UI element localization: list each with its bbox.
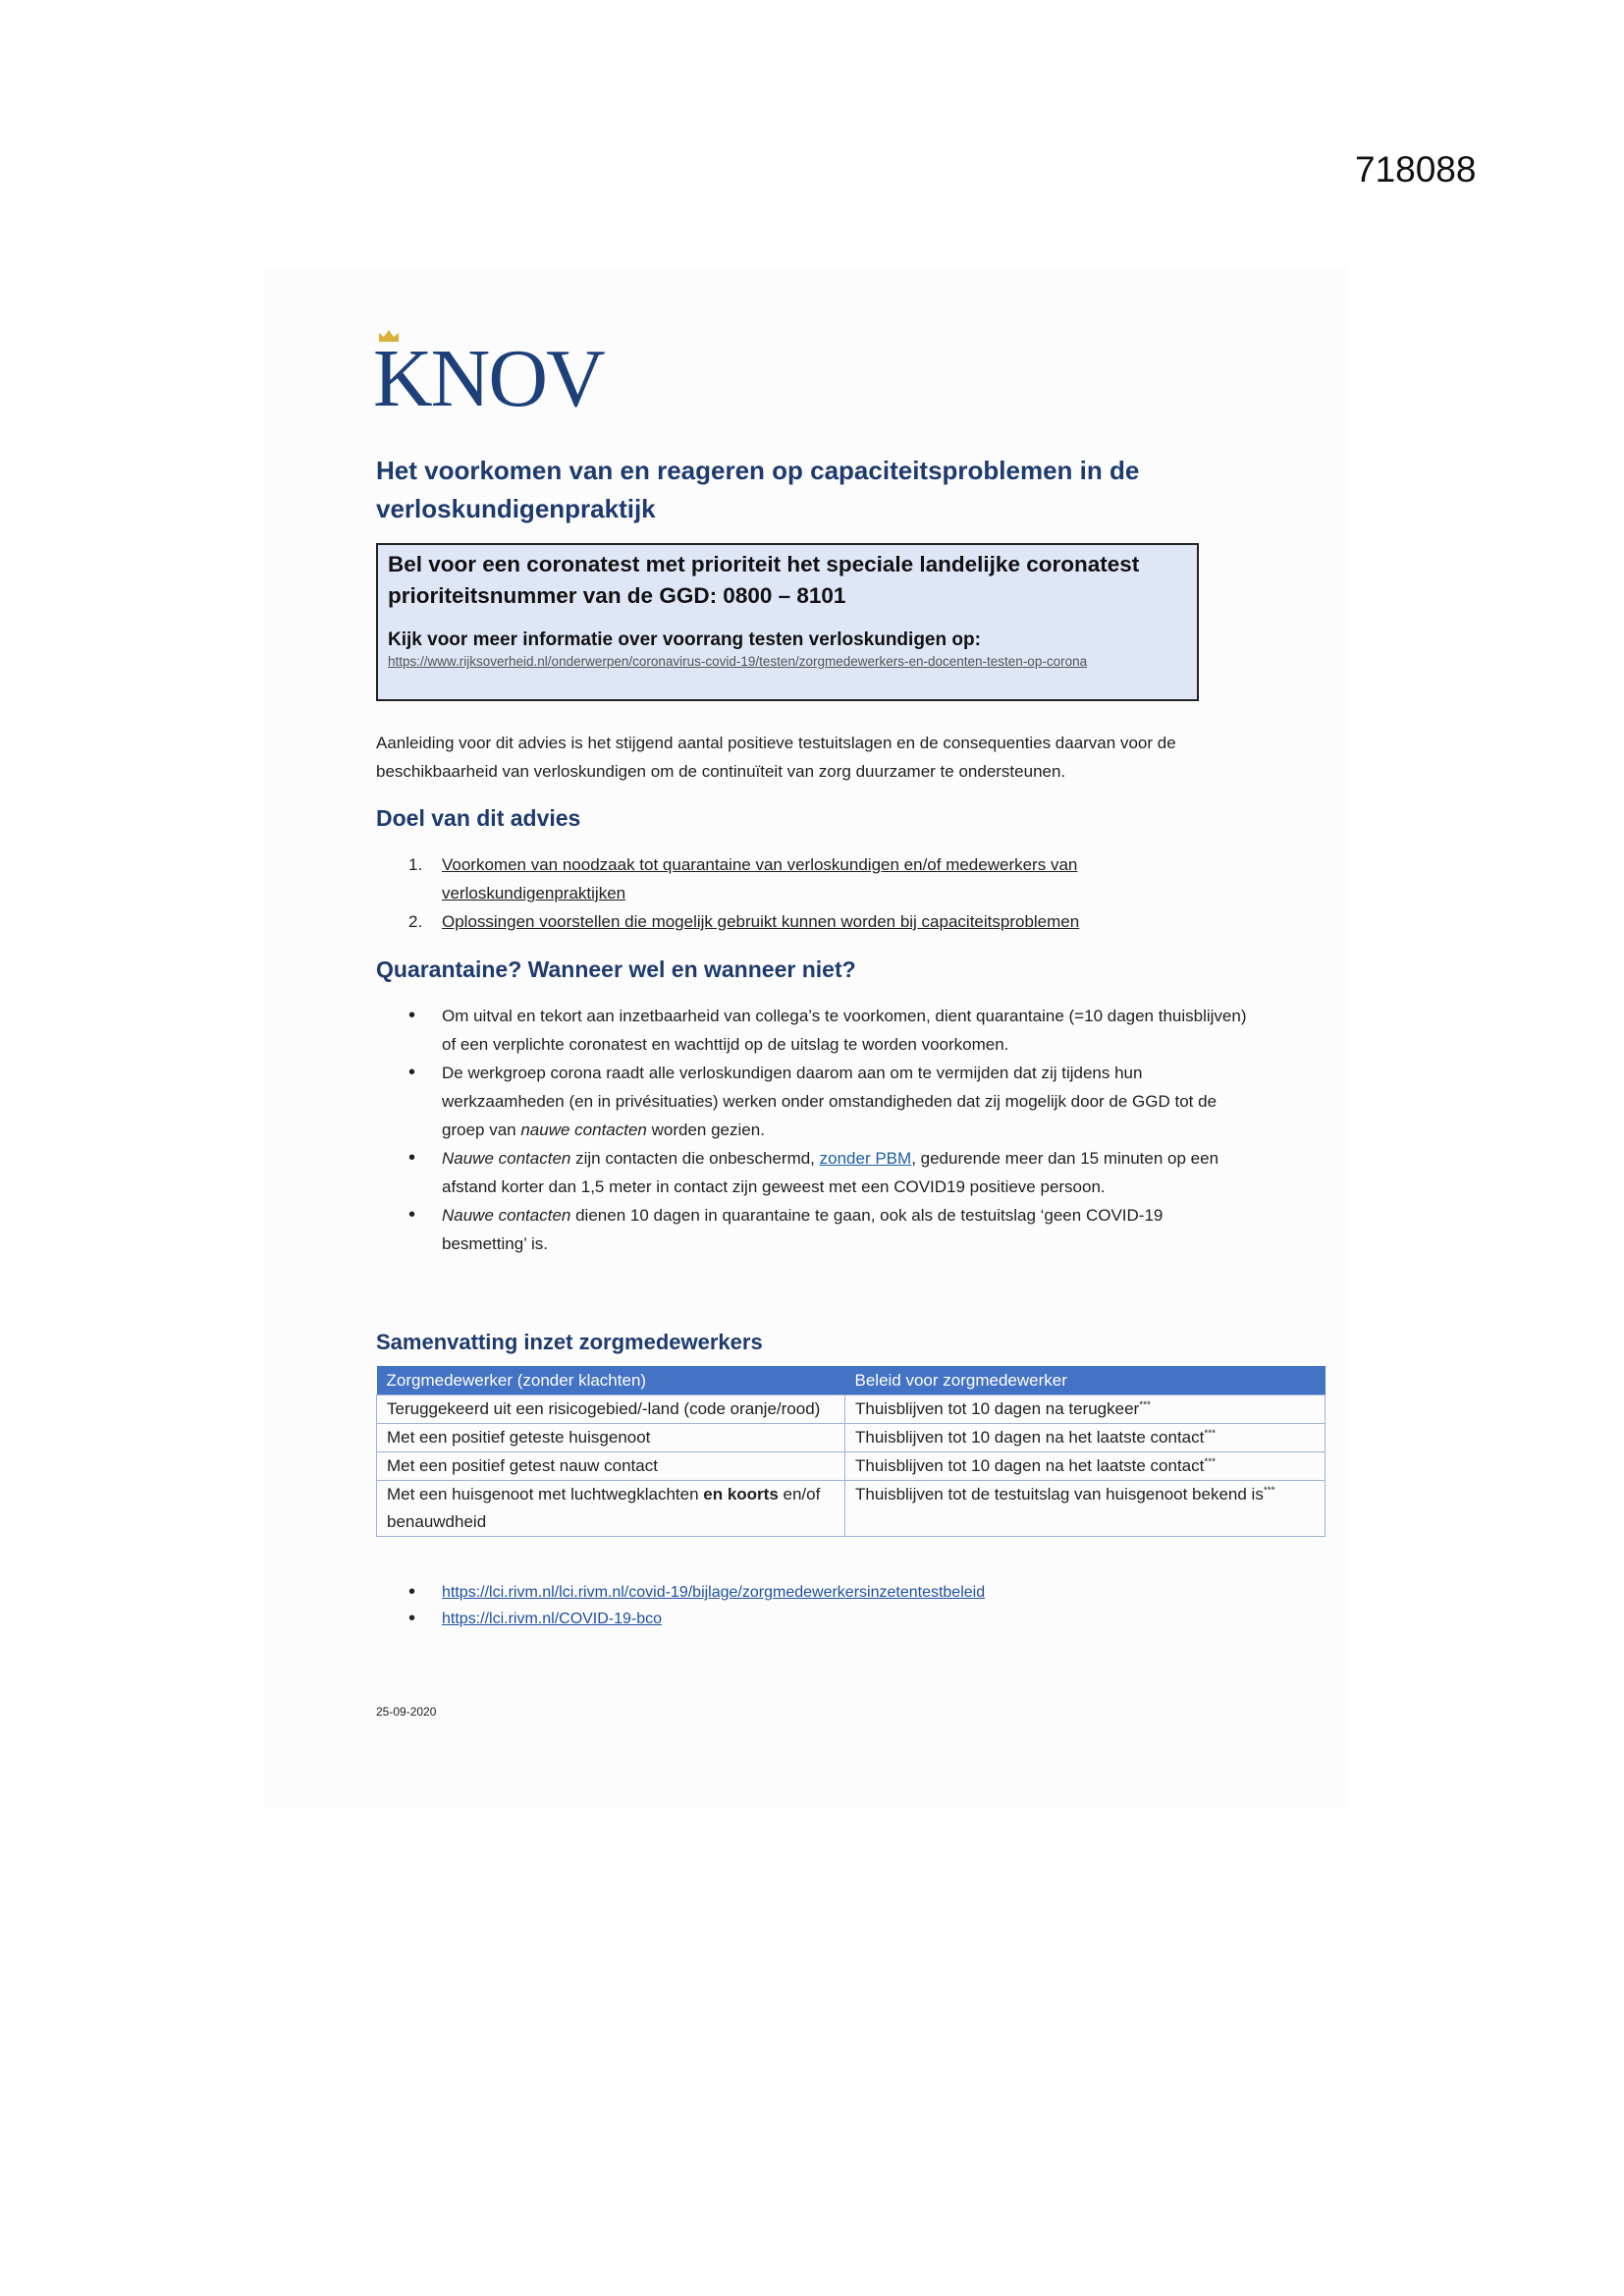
pbm-link[interactable]: zonder PBM xyxy=(819,1149,912,1168)
table-row xyxy=(377,1481,1326,1537)
table-row xyxy=(377,1424,1326,1452)
document-id: 718088 xyxy=(1355,149,1477,190)
table-cell: Met een positief getest nauw contact xyxy=(377,1452,845,1481)
list-item xyxy=(403,907,1227,936)
emphasis-text: Nauwe contacten xyxy=(442,1149,571,1168)
list-item xyxy=(403,850,1227,907)
list-item xyxy=(403,1606,985,1632)
footnote-mark: *** xyxy=(1263,1485,1275,1497)
list-item xyxy=(403,1002,1247,1059)
emphasis-text: Nauwe contacten xyxy=(442,1206,571,1225)
table-cell xyxy=(845,1424,1326,1452)
priority-link[interactable]: https://www.rijksoverheid.nl/onderwerpen/coronavirus-covid-19/testen/zorgmedewerkers-en-docenten-testen-op-corona xyxy=(388,654,1088,669)
cell-text: Thuisblijven tot 10 dagen na terugkeer xyxy=(855,1399,1140,1418)
bullet-text: dienen 10 dagen in quarantaine te gaan, ook als de testuitslag ‘geen COVID-19 besmetting’ is. xyxy=(442,1206,1164,1253)
rivm-testbeleid-link[interactable]: https://lci.rivm.nl/lci.rivm.nl/covid-19/bijlage/zorgmedewerkersinzetentestbeleid xyxy=(442,1584,986,1601)
list-item xyxy=(403,1579,985,1606)
table-cell xyxy=(845,1452,1326,1481)
bullet-text: zijn contacten die onbeschermd, xyxy=(570,1149,820,1168)
bold-text: en koorts xyxy=(703,1485,779,1503)
summary-heading: Samenvatting inzet zorgmedewerkers xyxy=(376,1330,763,1354)
quarantine-list xyxy=(403,1002,1247,1258)
column-header: Zorgmedewerker (zonder klachten) xyxy=(377,1366,845,1395)
goal-item-text[interactable]: Voorkomen van noodzaak tot quarantaine van verloskundigen en/of medewerkers van verloskundigenpraktijken xyxy=(442,855,1078,902)
priority-heading: Bel voor een coronatest met prioriteit het speciale landelijke coronatest prioriteitsnummer van de GGD: 0800 – 8101 xyxy=(388,552,1140,608)
logo-text: KNOV xyxy=(373,333,604,424)
priority-subheading: Kijk voor meer informatie over voorrang testen verloskundigen op: xyxy=(388,629,981,650)
intro-paragraph: Aanleiding voor dit advies is het stijgend aantal positieve testuitslagen en de consequenties daarvan voor de beschikbaarheid van verloskundigen om de continuïteit van zorg duurzamer te ondersteunen. xyxy=(376,734,1176,781)
footer-date: 25-09-2020 xyxy=(376,1705,437,1719)
table-cell xyxy=(845,1395,1326,1424)
bullet-text: , gedurende meer dan 15 minuten op een afstand korter dan 1,5 meter in contact zijn geweest met een COVID19 positieve persoon. xyxy=(442,1149,1219,1196)
goal-heading: Doel van dit advies xyxy=(376,805,581,831)
footnote-mark: *** xyxy=(1139,1399,1151,1411)
priority-callout xyxy=(376,543,1199,701)
cell-text: Met een huisgenoot met luchtwegklachten xyxy=(387,1485,704,1503)
bullet-text: De werkgroep corona raadt alle verloskundigen daarom aan om te vermijden dat zij tijdens hun werkzaamheden (en in privésituaties) werken onder omstandigheden dat zij mogelijk door de GGD tot de groep van xyxy=(442,1064,1218,1139)
cell-text: Thuisblijven tot 10 dagen na het laatste contact xyxy=(855,1456,1205,1475)
bullet-text: worden gezien. xyxy=(646,1121,765,1139)
goal-item-text[interactable]: Oplossingen voorstellen die mogelijk gebruikt kunnen worden bij capaciteitsproblemen xyxy=(442,912,1080,931)
reference-links xyxy=(403,1579,985,1632)
goal-list xyxy=(403,850,1227,936)
list-item xyxy=(403,1201,1247,1258)
table-row xyxy=(377,1395,1326,1424)
footnote-mark: *** xyxy=(1204,1456,1217,1468)
table-cell xyxy=(377,1481,845,1537)
table-cell: Teruggekeerd uit een risicogebied/-land (code oranje/rood) xyxy=(377,1395,845,1424)
list-number: 1. xyxy=(408,855,423,874)
rivm-bco-link[interactable]: https://lci.rivm.nl/COVID-19-bco xyxy=(442,1611,663,1627)
list-item xyxy=(403,1059,1247,1144)
list-item xyxy=(403,1144,1247,1201)
cell-text: en/of benauwdheid xyxy=(387,1485,821,1531)
table-header-row xyxy=(377,1366,1326,1395)
column-header: Beleid voor zorgmedewerker xyxy=(845,1366,1326,1395)
bullet-text: Om uitval en tekort aan inzetbaarheid van collega’s te voorkomen, dient quarantaine (=10 dagen thuisblijven) of een verplichte coronatest en wachttijd op de uitslag te worden voorkomen. xyxy=(442,1007,1247,1054)
table-row xyxy=(377,1452,1326,1481)
summary-table xyxy=(376,1366,1326,1537)
knov-logo xyxy=(373,332,604,436)
table-cell: Met een positief geteste huisgenoot xyxy=(377,1424,845,1452)
table-cell xyxy=(845,1481,1326,1537)
footnote-mark: *** xyxy=(1204,1428,1217,1440)
cell-text: Thuisblijven tot 10 dagen na het laatste contact xyxy=(855,1428,1205,1447)
page-title: Het voorkomen van en reageren op capaciteitsproblemen in de verloskundigenpraktijk xyxy=(376,456,1140,523)
list-number: 2. xyxy=(408,912,423,931)
cell-text: Thuisblijven tot de testuitslag van huisgenoot bekend is xyxy=(855,1485,1264,1503)
emphasis-text: nauwe contacten xyxy=(520,1121,647,1139)
quarantine-heading: Quarantaine? Wanneer wel en wanneer niet? xyxy=(376,957,856,982)
